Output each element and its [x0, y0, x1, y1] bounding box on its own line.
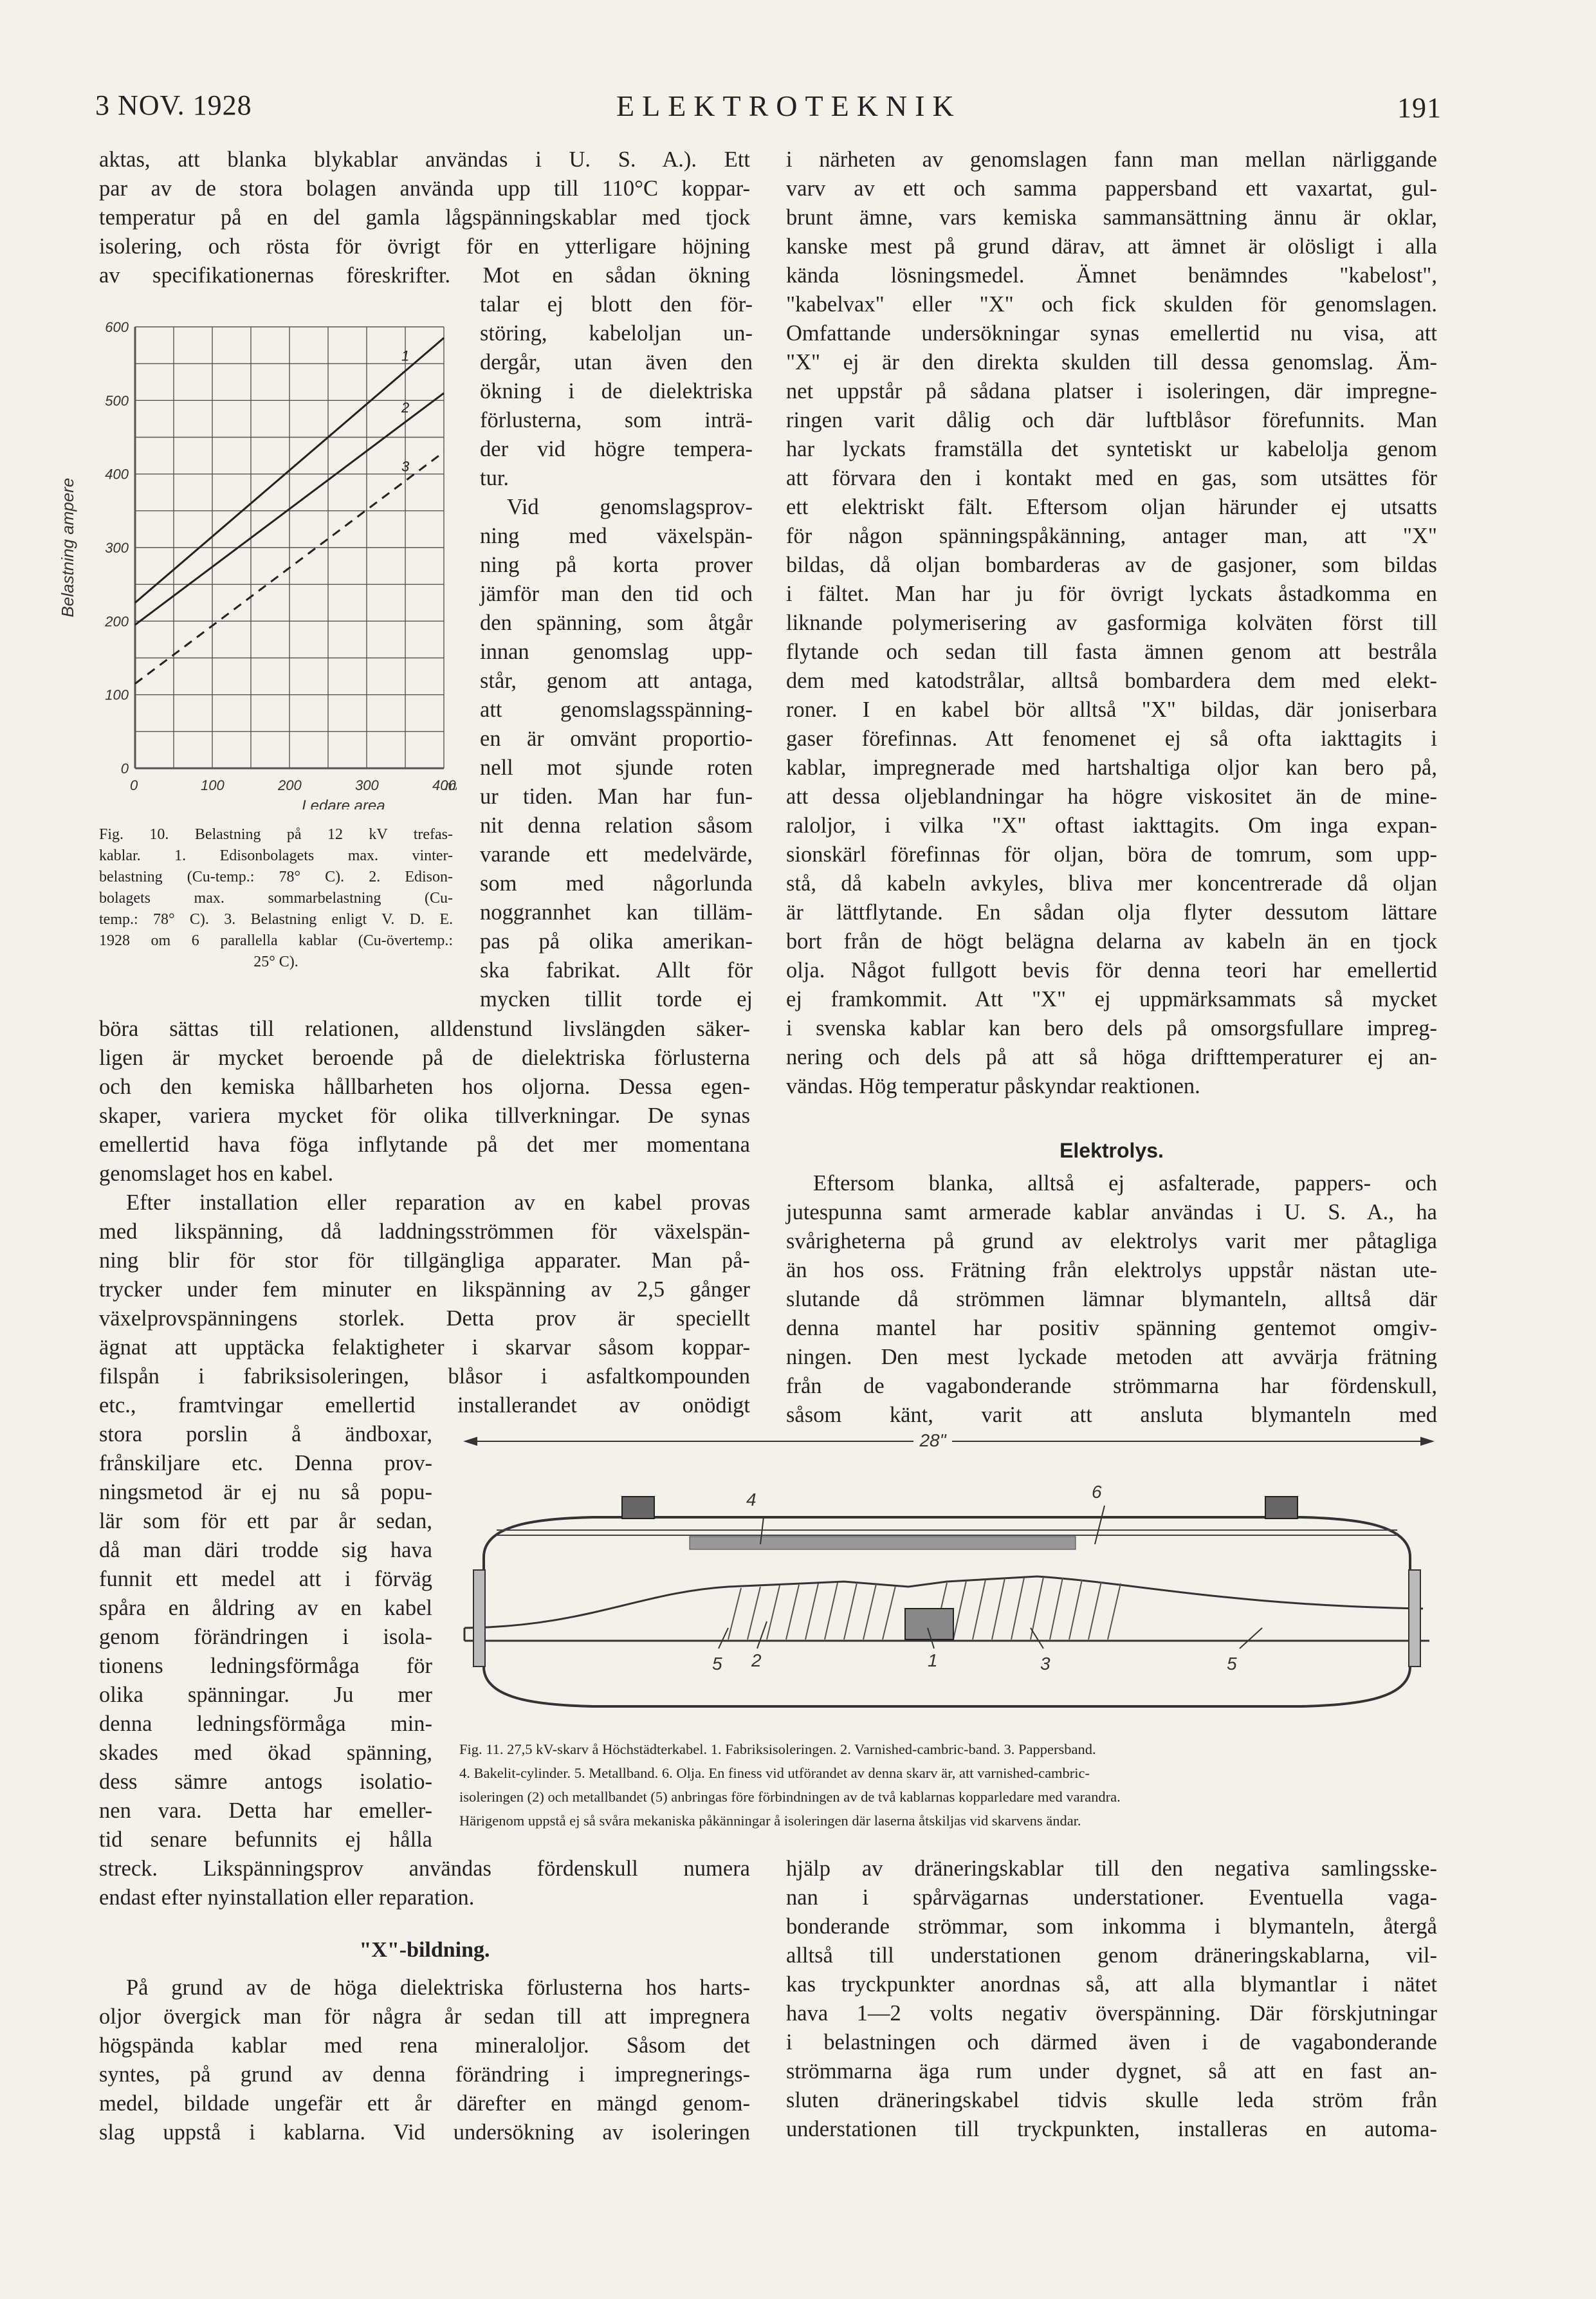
text-line: nen vara. Detta har emeller- [99, 1798, 432, 1823]
right-column-top [786, 145, 1437, 1101]
text-line: nan i spårvägarnas understationer. Eventuella vaga- [786, 1885, 1437, 1910]
text-line: dem med katodstrålar, alltså bombardera dem med elekt- [786, 669, 1437, 693]
fig11-label: 5 [1227, 1654, 1237, 1674]
text-line: då man däri trodde sig hava [99, 1538, 432, 1562]
text-line: funnit ett medel att i förväg [99, 1567, 432, 1591]
caption-line: isoleringen (2) och metallbandet (5) anbringas före förbindningen av de två kablarnas kopparledare med varandra. [459, 1789, 1121, 1805]
text-line: olika spänningar. Ju mer [99, 1683, 432, 1707]
text-line: talar ej blott den för- [480, 292, 753, 317]
text-line: skaper, variera mycket för olika tillverkningar. De synas [99, 1103, 750, 1128]
caption-line: kablar. 1. Edisonbolagets max. vinter- [99, 847, 453, 864]
text-line: endast efter nyinstallation eller reparation. [99, 1885, 475, 1910]
text-line: stora porslin å ändboxar, [99, 1422, 432, 1446]
text-line: varv av ett och samma pappersband ett vaxartat, gul- [786, 176, 1437, 201]
text-line: ej framkommit. Att "X" ej uppmärksammats så mycket [786, 987, 1437, 1011]
text-line: roner. I en kabel bör alltså "X" bildas, där joniserbara [786, 697, 1437, 722]
text-line: "kabelvax" eller "X" och fick skulden för genomslagen. [786, 292, 1437, 317]
y-tick-label: 100 [105, 687, 129, 703]
text-line: ningsmetod är ej nu så popu- [99, 1480, 432, 1504]
left-column-narrow [480, 290, 753, 1014]
svg-text:28": 28" [919, 1430, 946, 1449]
text-line: i närheten av genomslagen fann man mellan närliggande [786, 147, 1437, 172]
fig11-label: 2 [751, 1650, 762, 1670]
text-line: såsom känt, varit att ansluta blymanteln med [786, 1403, 1437, 1427]
text-line: sionskärl förefinnas för oljan, böra de tomrum, som upp- [786, 842, 1437, 867]
text-line: net uppstår på sådana platser i isoleringen, där impregne- [786, 379, 1437, 403]
text-line: ringen varit dålig och där luftblåsor förefunnits. Man [786, 408, 1437, 432]
heading-x-bildning: "X"-bildning. [359, 1938, 490, 1962]
text-line: förlusterna, som inträ- [480, 408, 753, 432]
left-column-top [99, 145, 750, 290]
text-line: ur tiden. Man har fun- [480, 784, 753, 809]
text-line: att dessa oljeblandningar ha högre viskositet än de mine- [786, 784, 1437, 809]
caption-line: 4. Bakelit-cylinder. 5. Metallband. 6. Olja. En finess vid utförandet av denna skarv är, att varnished-cambric- [459, 1765, 1090, 1781]
text-line: "X" ej är den direkta skulden till dessa genomslag. Äm- [786, 350, 1437, 374]
text-line: bort från de högt belägna delarna av kabeln än en tjock [786, 929, 1437, 954]
text-line: böra sättas till relationen, alldenstund livslängden säker- [99, 1017, 750, 1041]
text-line: den spänning, som åtgår [480, 611, 753, 635]
caption-line: Härigenom uppstå ej så svåra mekaniska påkänningar å isoleringen där laserna åtskiljas vid skarvens ändar. [459, 1813, 1081, 1829]
text-line: för någon spänningspåkänning, antager man, att "X" [786, 524, 1437, 548]
fig11-label: 6 [1092, 1482, 1102, 1502]
text-line: par av de stora bolagen använda upp till 110°C koppar- [99, 176, 750, 201]
text-line: ett elektriskt fält. Eftersom oljan härunder ej utsatts [786, 495, 1437, 519]
text-line: är lättflytande. En sådan olja flyter dessutom lättare [786, 900, 1437, 925]
text-line: varande ett medelvärde, [480, 842, 753, 867]
text-line: pas på olika amerikan- [480, 929, 753, 954]
fig11-drawing [458, 1473, 1436, 1724]
fig11-dimension [463, 1430, 1435, 1449]
text-line: Efter installation eller reparation av en kabel provas [126, 1190, 750, 1215]
text-line: av specifikationernas föreskrifter. Mot en sådan ökning [99, 263, 750, 288]
page-number: 191 [1397, 92, 1442, 124]
right-column-elektrolys [786, 1120, 1437, 1430]
text-line: ning på korta prover [480, 553, 753, 577]
text-line: strömmarna äga rum under dygnet, så att en fast an- [786, 2059, 1437, 2083]
text-line: temperatur på en del gamla lågspänningskablar med tjock [99, 205, 750, 230]
text-line: raloljor, i vilka "X" oftast iakttagits. Om inga expan- [786, 813, 1437, 838]
text-line: i belastningen och därmed även i de vagabonderande [786, 2030, 1437, 2054]
heading-elektrolys: Elektrolys. [1059, 1139, 1164, 1162]
y-tick-label: 300 [105, 540, 129, 556]
fig11-label: 4 [746, 1490, 757, 1510]
text-line: dergår, utan även den [480, 350, 753, 374]
text-line: olja. Något fullgott bevis för denna teori har emellertid [786, 958, 1437, 983]
text-line: isolering, och rösta för övrigt för en ytterligare höjning [99, 234, 750, 259]
text-line: Omfattande undersökningar synas emellertid nu visa, att [786, 321, 1437, 346]
y-tick-label: 0 [120, 761, 129, 777]
text-line: liknande polymerisering av gasformiga kolväten först till [786, 611, 1437, 635]
text-line: filspån i fabriksisoleringen, blåsor i asfaltkompounden [99, 1364, 750, 1389]
caption-line: 1928 om 6 parallella kablar (Cu-övertemp.: [99, 932, 453, 949]
x-tick-label: 400 [432, 777, 456, 793]
text-line: syntes, på grund av denna förändring i impregnerings- [99, 2062, 750, 2087]
text-line: mycken tillit torde ej [480, 987, 753, 1011]
caption-line: Fig. 11. 27,5 kV-skarv å Höchstädterkabel. 1. Fabriksisoleringen. 2. Varnished-cambric-band. 3. Pappersband. [459, 1741, 1096, 1757]
text-line: kanske mest på grund därav, att ämnet är olösligt i alla [786, 234, 1437, 259]
text-line: frånskiljare etc. Denna prov- [99, 1451, 432, 1475]
text-line: står, genom att antaga, [480, 669, 753, 693]
x-tick-label: 300 [355, 777, 379, 793]
fig11-caption [459, 1737, 1437, 1833]
text-line: som med någorlunda [480, 871, 753, 896]
text-line: ägnat att upptäcka felaktigheter i skarvar såsom koppar- [99, 1335, 750, 1360]
y-tick-label: 200 [105, 613, 129, 630]
y-axis-label: Belastning ampere [58, 477, 77, 618]
y-tick-label: 500 [105, 392, 129, 409]
x-tick-label: 200 [278, 777, 302, 793]
series-label: 3 [401, 458, 410, 475]
text-line: denna ledningsförmåga min- [99, 1712, 432, 1736]
fig11-label: 3 [1040, 1654, 1050, 1674]
text-line: På grund av de höga dielektriska förlusterna hos harts- [126, 1975, 750, 2000]
caption-line: bolagets max. sommarbelastning (Cu- [99, 890, 453, 907]
left-column-mid [99, 1015, 750, 1420]
text-line: från de vagabonderande strömmarna har fördenskull, [786, 1374, 1437, 1398]
left-column-narrow-2 [99, 1420, 432, 1854]
text-line: vändas. Hög temperatur påskyndar reaktionen. [786, 1074, 1200, 1098]
text-line: hava 1—2 volts negativ överspänning. Där förskjutningar [786, 2001, 1437, 2026]
text-line: ligen är mycket beroende på de dielektriska förlusterna [99, 1046, 750, 1070]
text-line: och den kemiska hållbarheten hos oljorna. Dessa egen- [99, 1075, 750, 1099]
text-line: hjälp av dräneringskablar till den negativa samlingsske- [786, 1856, 1437, 1881]
text-line: denna mantel har positiv spänning gentemot omgiv- [786, 1316, 1437, 1340]
right-column-bottom [786, 1854, 1437, 2144]
text-line: än hos oss. Frätning från elektrolys uppstår nästan ute- [786, 1258, 1437, 1282]
text-line: gaser förefinnas. Att fenomenet ej så ofta iakttagits i [786, 726, 1437, 751]
text-line: kända lösningsmedel. Ämnet benämndes "kabelost", [786, 263, 1437, 288]
text-line: tid senare befunnits ej hålla [99, 1827, 432, 1852]
text-line: med likspänning, då laddningsströmmen för växelspän- [99, 1219, 750, 1244]
text-line: att förvara den i kontakt med en gas, som utsättes för [786, 466, 1437, 490]
text-line: kas tryckpunkter anordnas så, att alla blymantlar i nätet [786, 1972, 1437, 1997]
text-line: jutespunna samt armerade kablar användas i U. S. A., ha [786, 1200, 1437, 1224]
text-line: genomslaget hos en kabel. [99, 1161, 334, 1186]
caption-line: Fig. 10. Belastning på 12 kV trefas- [99, 826, 453, 843]
text-line: innan genomslag upp- [480, 640, 753, 664]
text-line: brunt ämne, vars kemiska sammansättning ännu är oklar, [786, 205, 1437, 230]
text-line: jämför man den tid och [480, 582, 753, 606]
text-line: i svenska kablar kan bero dels på omsorgsfullare impreg- [786, 1016, 1437, 1040]
text-line: etc., framtvingar emellertid installerandet av onödigt [99, 1393, 750, 1417]
y-tick-label: 400 [105, 466, 129, 483]
y-tick-label: 600 [105, 319, 129, 335]
text-line: understationen till tryckpunkten, installeras en automa- [786, 2117, 1437, 2141]
text-line: nell mot sjunde roten [480, 755, 753, 780]
text-line: att genomslagsspänning- [480, 697, 753, 722]
text-line: tionens ledningsförmåga för [99, 1654, 432, 1678]
text-line: ska fabrikat. Allt för [480, 958, 753, 983]
text-line: kablar, impregnerade med hartshaltiga oljor kan bero på, [786, 755, 1437, 780]
text-line: en är omvänt proportio- [480, 726, 753, 751]
fig11-label: 1 [928, 1650, 938, 1670]
text-line: har lyckats framställa det syntetiskt ur kabelolja genom [786, 437, 1437, 461]
caption-line: 25° C). [253, 954, 298, 970]
text-line: dess sämre antogs isolatio- [99, 1769, 432, 1794]
text-line: der vid högre tempera- [480, 437, 753, 461]
text-line: medel, bildade ungefär ett år därefter en mängd genom- [99, 2091, 750, 2116]
text-line: aktas, att blanka blykablar användas i U. S. A.). Ett [99, 147, 750, 172]
text-line: tur. [480, 466, 509, 490]
issue-date: 3 NOV. 1928 [95, 89, 252, 121]
text-line: oljor övergick man för några år sedan till att impregnera [99, 2004, 750, 2029]
text-line: slutande då strömmen lämnar blymanteln, alltså där [786, 1287, 1437, 1311]
x-axis-label: Ledare area [302, 797, 385, 809]
text-line: ning blir för stor för tillgängliga apparater. Man på- [99, 1248, 750, 1273]
caption-line: belastning (Cu-temp.: 78° C). 2. Edison- [99, 869, 453, 885]
fig10-caption [99, 824, 453, 973]
text-line: svårigheterna på grund av elektrolys varit mer påtagliga [786, 1229, 1437, 1253]
text-line: växelprovspänningens storlek. Detta prov är speciellt [99, 1306, 750, 1331]
x-unit-label: m [445, 779, 456, 793]
text-line: lär som för ett par år sedan, [99, 1509, 432, 1533]
text-line: bildas, då oljan bombarderas av de gasjoner, som bildas [786, 553, 1437, 577]
x-tick-label: 100 [201, 777, 225, 793]
text-line: Vid genomslagsprov- [507, 495, 753, 519]
text-line: sluten dräneringskabel tidvis skulle leda ström från [786, 2088, 1437, 2112]
text-line: högspända kablar med rena mineraloljor. Såsom det [99, 2033, 750, 2058]
text-line: nering och dels på att så höga drifttemperaturer ej an- [786, 1045, 1437, 1069]
text-line: ningen. Den mest lyckade metoden att avvärja frätning [786, 1345, 1437, 1369]
series-label: 1 [401, 347, 410, 364]
text-line: spåra en åldring av en kabel [99, 1596, 432, 1620]
text-line: trycker under fem minuter en likspänning av 2,5 gånger [99, 1277, 750, 1302]
series-label: 2 [401, 399, 410, 416]
text-line: stå, då kabeln avkyles, bliva mer koncentrerade då oljan [786, 871, 1437, 896]
text-line: flytande och sedan till fasta ämnen genom att bestråla [786, 640, 1437, 664]
journal-title: ELEKTROTEKNIK [616, 89, 962, 122]
fig11-label: 5 [712, 1654, 722, 1674]
text-line: nit denna relation såsom [480, 813, 753, 838]
caption-line: temp.: 78° C). 3. Belastning enligt V. D. E. [99, 911, 453, 928]
fig10-chart [45, 308, 457, 809]
text-line: ökning i de dielektriska [480, 379, 753, 403]
text-line: noggrannhet kan tilläm- [480, 900, 753, 925]
text-line: slag uppstå i kablarna. Vid undersökning av isoleringen [99, 2120, 750, 2145]
text-line: Eftersom blanka, alltså ej asfalterade, pappers- och [813, 1171, 1437, 1196]
text-line: streck. Likspänningsprov användas fördenskull numera [99, 1856, 750, 1881]
text-line: genom förändringen i isola- [99, 1625, 432, 1649]
text-line: skades med ökad spänning, [99, 1740, 432, 1765]
x-tick-label: 0 [130, 777, 138, 793]
text-line: ning med växelspän- [480, 524, 753, 548]
text-line: störing, kabeloljan un- [480, 321, 753, 346]
text-line: bonderande strömmar, som inkomma i blymanteln, återgå [786, 1914, 1437, 1939]
text-line: i fältet. Man har ju för övrigt lyckats åstadkomma en [786, 582, 1437, 606]
text-line: alltså till understationen genom dräneringskablarna, vil- [786, 1943, 1437, 1968]
text-line: emellertid hava föga inflytande på det mer momentana [99, 1132, 750, 1157]
left-column-bottom [99, 1854, 750, 2147]
